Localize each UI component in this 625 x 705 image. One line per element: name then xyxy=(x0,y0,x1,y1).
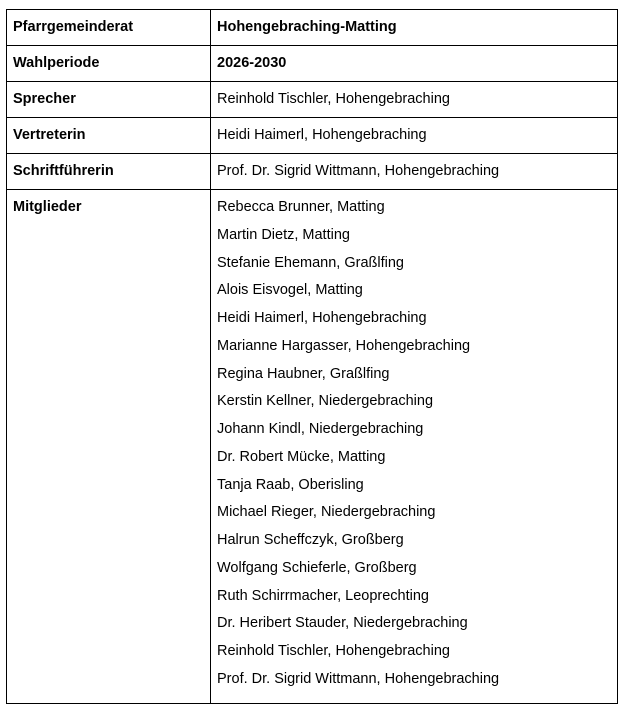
member-item: Johann Kindl, Niedergebraching xyxy=(217,421,424,437)
member-item: Kerstin Kellner, Niedergebraching xyxy=(217,393,434,410)
council-table xyxy=(6,9,618,704)
members-label: Mitglieder xyxy=(7,190,211,704)
member-item: Stefanie Ehemann, Graßlfing xyxy=(217,254,404,271)
header-row xyxy=(7,10,618,46)
period-row xyxy=(7,46,618,82)
member-item: Dr. Heribert Stauder, Niedergebraching xyxy=(217,615,468,632)
member-item: Halrun Scheffczyk, Großberg xyxy=(217,532,404,548)
secretary-label: Schriftführerin xyxy=(7,154,211,190)
members-row xyxy=(7,190,618,704)
deputy-value: Heidi Haimerl, Hohengebraching xyxy=(211,118,618,154)
member-item: Alois Eisvogel, Matting xyxy=(217,282,363,299)
secretary-value: Prof. Dr. Sigrid Wittmann, Hohengebraching xyxy=(211,154,618,190)
member-item: Tanja Raab, Oberisling xyxy=(217,476,364,493)
member-item: Dr. Robert Mücke, Matting xyxy=(217,448,386,465)
speaker-row xyxy=(7,82,618,118)
member-item: Ruth Schirrmacher, Leoprechting xyxy=(217,587,429,604)
speaker-label: Sprecher xyxy=(7,82,211,118)
member-item: Reinhold Tischler, Hohengebraching xyxy=(217,643,450,659)
secretary-row xyxy=(7,154,618,190)
member-item: Wolfgang Schieferle, Großberg xyxy=(217,559,417,576)
period-label: Wahlperiode xyxy=(7,46,211,82)
members-list xyxy=(211,190,618,704)
member-item: Heidi Haimerl, Hohengebraching xyxy=(217,310,427,326)
speaker-value: Reinhold Tischler, Hohengebraching xyxy=(211,82,618,118)
council-name: Hohengebraching-Matting xyxy=(211,10,618,46)
member-item: Marianne Hargasser, Hohengebraching xyxy=(217,337,471,354)
deputy-label: Vertreterin xyxy=(7,118,211,154)
member-item: Rebecca Brunner, Matting xyxy=(217,199,385,215)
member-item: Michael Rieger, Niedergebraching xyxy=(217,504,436,521)
period-value: 2026-2030 xyxy=(211,46,618,82)
deputy-row xyxy=(7,118,618,154)
member-item: Martin Dietz, Matting xyxy=(217,226,350,243)
council-label: Pfarrgemeinderat xyxy=(7,10,211,46)
member-item: Regina Haubner, Graßlfing xyxy=(217,365,390,382)
member-item: Prof. Dr. Sigrid Wittmann, Hohengebraching xyxy=(217,670,500,687)
